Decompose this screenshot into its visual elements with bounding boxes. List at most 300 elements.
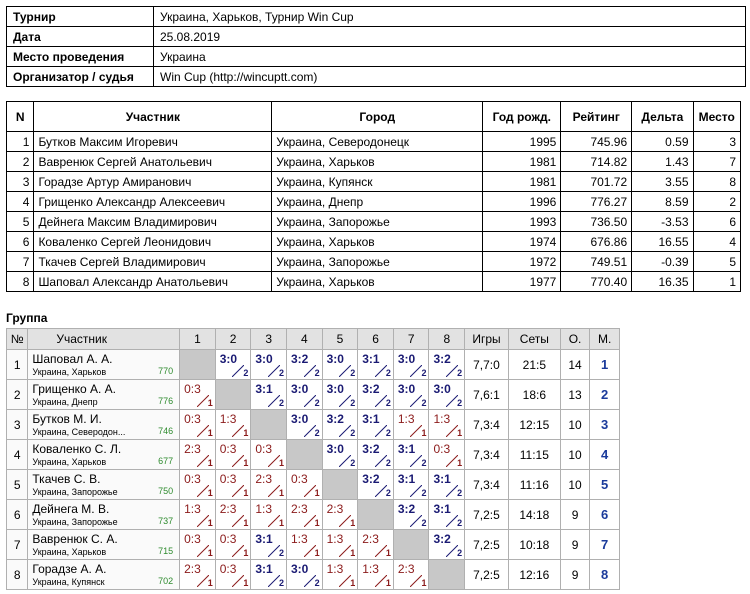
- match-score: 2:3: [184, 442, 201, 456]
- final-place: 3: [590, 410, 620, 440]
- match-score: 3:1: [255, 562, 273, 576]
- group-header: 6: [358, 329, 394, 350]
- player-row: [7, 152, 741, 172]
- match-cell: [286, 500, 322, 530]
- match-cell: [429, 500, 465, 530]
- match-score: 0:3: [219, 562, 237, 576]
- match-score: 2:3: [326, 502, 344, 516]
- player-cell: 3: [7, 172, 34, 192]
- games-total: 7,7:0: [465, 350, 509, 380]
- match-score: 0:3: [219, 532, 237, 546]
- player-rating: 746: [158, 426, 174, 436]
- player-cell: 776.27: [561, 192, 632, 212]
- player-city: Украина, Запорожье: [32, 517, 118, 527]
- match-points: 2: [385, 428, 391, 438]
- match-cell: [180, 560, 216, 590]
- match-cell: [286, 380, 322, 410]
- group-header: 4: [286, 329, 322, 350]
- info-value: Украина, Харьков, Турнир Win Cup: [154, 7, 746, 27]
- match-points: 2: [278, 398, 284, 408]
- match-score: 0:3: [184, 412, 201, 426]
- sets-total: 10:18: [508, 530, 560, 560]
- player-cell: 16.35: [632, 272, 693, 292]
- match-points: 1: [314, 518, 320, 528]
- player-cell: Украина, Северодонецк: [272, 132, 483, 152]
- match-cell: [180, 530, 216, 560]
- group-row: [7, 410, 620, 440]
- match-points: 1: [457, 458, 463, 468]
- match-score: 3:0: [326, 442, 344, 456]
- player-cell: Украина, Купянск: [272, 172, 483, 192]
- match-points: 1: [421, 428, 427, 438]
- group-header: 3: [251, 329, 287, 350]
- player-cell: 2: [7, 152, 34, 172]
- player-city: Украина, Харьков: [32, 457, 107, 467]
- group-row-number: 1: [7, 350, 28, 380]
- info-key: Место проведения: [7, 47, 154, 67]
- match-cell: [322, 440, 358, 470]
- match-cell: [429, 380, 465, 410]
- match-points: 2: [421, 488, 427, 498]
- match-cell: [358, 560, 394, 590]
- match-score: 3:1: [433, 502, 451, 516]
- match-score: 3:0: [290, 412, 309, 426]
- player-cell: -3.53: [632, 212, 693, 232]
- group-row-number: 2: [7, 380, 28, 410]
- match-score: 1:3: [362, 562, 379, 576]
- info-value: Украина: [154, 47, 746, 67]
- games-total: 7,6:1: [465, 380, 509, 410]
- match-score: 0:3: [184, 382, 201, 396]
- match-cell: [393, 440, 429, 470]
- match-points: 2: [385, 398, 391, 408]
- player-cell: 16.55: [632, 232, 693, 252]
- group-player: [28, 440, 180, 470]
- match-cell: [286, 470, 322, 500]
- points-total: 13: [560, 380, 590, 410]
- match-cell: [251, 530, 287, 560]
- final-place: 8: [590, 560, 620, 590]
- sets-total: 18:6: [508, 380, 560, 410]
- match-score: 3:0: [326, 352, 344, 366]
- match-points: 2: [457, 548, 463, 558]
- player-cell: 8: [7, 272, 34, 292]
- player-short-name: Горадзе А. А.: [32, 562, 107, 576]
- match-points: 1: [350, 548, 356, 558]
- player-city: Украина, Купянск: [32, 577, 105, 587]
- match-score: 3:2: [290, 352, 309, 366]
- diagonal-cell: [322, 470, 358, 500]
- match-score: 0:3: [255, 442, 273, 456]
- player-cell: Вавренюк Сергей Анатольевич: [34, 152, 272, 172]
- match-points: 1: [385, 548, 391, 558]
- match-score: 3:2: [326, 412, 344, 426]
- group-header: 2: [215, 329, 251, 350]
- match-score: 1:3: [326, 562, 344, 576]
- match-points: 1: [207, 578, 213, 588]
- points-total: 9: [560, 500, 590, 530]
- diagonal-cell: [286, 440, 322, 470]
- games-total: 7,2:5: [465, 500, 509, 530]
- player-cell: 1.43: [632, 152, 693, 172]
- player-cell: 6: [7, 232, 34, 252]
- match-cell: [286, 530, 322, 560]
- sets-total: 12:16: [508, 560, 560, 590]
- match-cell: [251, 350, 287, 380]
- final-place: 1: [590, 350, 620, 380]
- match-points: 2: [421, 398, 427, 408]
- match-points: 2: [314, 428, 320, 438]
- match-points: 2: [314, 578, 320, 588]
- players-table: [6, 101, 741, 292]
- match-score: 3:0: [290, 382, 309, 396]
- match-points: 1: [243, 548, 249, 558]
- player-cell: 676.86: [561, 232, 632, 252]
- match-score: 2:3: [255, 472, 273, 486]
- player-cell: 8: [693, 172, 741, 192]
- match-points: 1: [207, 488, 213, 498]
- player-cell: -0.39: [632, 252, 693, 272]
- match-points: 2: [350, 458, 356, 468]
- group-row-number: 5: [7, 470, 28, 500]
- match-cell: [180, 500, 216, 530]
- match-points: 1: [207, 398, 213, 408]
- match-score: 1:3: [290, 532, 308, 546]
- match-points: 2: [421, 518, 427, 528]
- sets-total: 12:15: [508, 410, 560, 440]
- match-cell: [322, 560, 358, 590]
- match-points: 1: [207, 458, 213, 468]
- match-points: 2: [350, 428, 356, 438]
- group-row-number: 3: [7, 410, 28, 440]
- player-short-name: Грищенко А. А.: [32, 382, 117, 396]
- match-points: 2: [385, 368, 391, 378]
- player-rating: 750: [158, 486, 174, 496]
- player-rating: 770: [158, 366, 174, 376]
- match-cell: [215, 500, 251, 530]
- player-cell: Коваленко Сергей Леонидович: [34, 232, 272, 252]
- sets-total: 11:15: [508, 440, 560, 470]
- player-cell: 1974: [483, 232, 561, 252]
- group-player: [28, 380, 180, 410]
- info-key: Турнир: [7, 7, 154, 27]
- players-header: Город: [272, 102, 483, 132]
- player-cell: Украина, Днепр: [272, 192, 483, 212]
- match-score: 3:2: [362, 472, 380, 486]
- player-cell: 745.96: [561, 132, 632, 152]
- group-player: [28, 560, 180, 590]
- player-cell: 3.55: [632, 172, 693, 192]
- points-total: 10: [560, 470, 590, 500]
- match-score: 3:1: [397, 442, 416, 456]
- player-cell: 4: [7, 192, 34, 212]
- match-cell: [322, 530, 358, 560]
- match-points: 1: [350, 518, 356, 528]
- match-points: 1: [278, 458, 284, 468]
- player-cell: 1: [7, 132, 34, 152]
- match-score: 3:0: [255, 352, 273, 366]
- match-cell: [429, 410, 465, 440]
- group-row: [7, 380, 620, 410]
- player-cell: 5: [7, 212, 34, 232]
- player-city: Украина, Северодон...: [32, 427, 126, 437]
- group-header: 1: [180, 329, 216, 350]
- match-cell: [358, 380, 394, 410]
- player-cell: 1981: [483, 152, 561, 172]
- info-value: 25.08.2019: [154, 27, 746, 47]
- match-score: 0:3: [184, 472, 201, 486]
- match-score: 3:1: [255, 382, 273, 396]
- diagonal-cell: [429, 560, 465, 590]
- match-cell: [393, 560, 429, 590]
- match-cell: [215, 560, 251, 590]
- group-row-number: 8: [7, 560, 28, 590]
- info-row: [7, 47, 746, 67]
- match-points: 2: [457, 488, 463, 498]
- match-score: 3:0: [326, 382, 344, 396]
- player-cell: 7: [693, 152, 741, 172]
- player-cell: Шаповал Александр Анатольевич: [34, 272, 272, 292]
- group-player: [28, 470, 180, 500]
- match-cell: [393, 410, 429, 440]
- match-cell: [180, 440, 216, 470]
- player-cell: Украина, Харьков: [272, 152, 483, 172]
- match-score: 3:0: [397, 352, 416, 366]
- player-cell: 1981: [483, 172, 561, 192]
- player-row: [7, 212, 741, 232]
- match-cell: [251, 500, 287, 530]
- players-header: N: [7, 102, 34, 132]
- match-cell: [215, 440, 251, 470]
- match-cell: [286, 410, 322, 440]
- match-points: 2: [457, 518, 463, 528]
- match-points: 1: [278, 488, 284, 498]
- match-cell: [358, 470, 394, 500]
- group-row-number: 6: [7, 500, 28, 530]
- player-row: [7, 252, 741, 272]
- match-cell: [215, 470, 251, 500]
- match-points: 1: [243, 578, 249, 588]
- group-header: Участник: [28, 329, 180, 350]
- player-row: [7, 132, 741, 152]
- match-cell: [180, 380, 216, 410]
- match-score: 0:3: [219, 442, 237, 456]
- match-score: 1:3: [326, 532, 344, 546]
- games-total: 7,3:4: [465, 440, 509, 470]
- player-row: [7, 272, 741, 292]
- player-cell: Украина, Харьков: [272, 272, 483, 292]
- player-cell: Бутков Максим Игоревич: [34, 132, 272, 152]
- info-key: Дата: [7, 27, 154, 47]
- player-cell: 1995: [483, 132, 561, 152]
- player-city: Украина, Запорожье: [32, 487, 118, 497]
- match-score: 2:3: [397, 562, 415, 576]
- games-total: 7,2:5: [465, 530, 509, 560]
- match-points: 2: [243, 368, 249, 378]
- group-row: [7, 530, 620, 560]
- match-points: 1: [207, 548, 213, 558]
- player-rating: 677: [158, 456, 174, 466]
- final-place: 5: [590, 470, 620, 500]
- players-header: Дельта: [632, 102, 693, 132]
- group-header: Игры: [465, 329, 509, 350]
- match-points: 2: [421, 458, 427, 468]
- match-score: 3:0: [219, 352, 238, 366]
- player-cell: 1993: [483, 212, 561, 232]
- match-cell: [322, 410, 358, 440]
- match-points: 2: [385, 488, 391, 498]
- match-points: 1: [314, 488, 320, 498]
- match-cell: [429, 440, 465, 470]
- player-city: Украина, Днепр: [32, 397, 98, 407]
- match-cell: [286, 350, 322, 380]
- player-city: Украина, Харьков: [32, 367, 107, 377]
- match-cell: [322, 380, 358, 410]
- match-score: 0:3: [433, 442, 451, 456]
- match-score: 3:0: [397, 382, 416, 396]
- games-total: 7,3:4: [465, 470, 509, 500]
- match-points: 2: [385, 458, 391, 468]
- group-header: Сеты: [508, 329, 560, 350]
- player-cell: 1977: [483, 272, 561, 292]
- match-score: 0:3: [184, 532, 201, 546]
- group-row: [7, 560, 620, 590]
- player-rating: 702: [158, 576, 174, 586]
- match-cell: [215, 410, 251, 440]
- info-row: [7, 27, 746, 47]
- player-city: Украина, Харьков: [32, 547, 107, 557]
- group-header: 7: [393, 329, 429, 350]
- match-points: 2: [278, 548, 284, 558]
- match-cell: [358, 530, 394, 560]
- match-points: 1: [314, 548, 320, 558]
- match-score: 3:2: [397, 502, 416, 516]
- match-points: 1: [243, 428, 249, 438]
- player-cell: 1972: [483, 252, 561, 272]
- group-row: [7, 440, 620, 470]
- player-cell: 714.82: [561, 152, 632, 172]
- player-cell: Горадзе Артур Амиранович: [34, 172, 272, 192]
- match-score: 3:1: [255, 532, 273, 546]
- match-cell: [393, 350, 429, 380]
- match-cell: [322, 350, 358, 380]
- match-score: 3:1: [362, 412, 380, 426]
- info-row: [7, 7, 746, 27]
- player-rating: 737: [158, 516, 174, 526]
- diagonal-cell: [393, 530, 429, 560]
- sets-total: 11:16: [508, 470, 560, 500]
- match-score: 1:3: [433, 412, 451, 426]
- group-row-number: 4: [7, 440, 28, 470]
- group-row-number: 7: [7, 530, 28, 560]
- match-score: 3:2: [362, 382, 380, 396]
- match-score: 3:0: [433, 382, 451, 396]
- points-total: 9: [560, 530, 590, 560]
- sets-total: 21:5: [508, 350, 560, 380]
- diagonal-cell: [358, 500, 394, 530]
- player-cell: 8.59: [632, 192, 693, 212]
- match-score: 3:2: [433, 532, 451, 546]
- match-cell: [429, 530, 465, 560]
- match-score: 1:3: [219, 412, 237, 426]
- player-cell: 3: [693, 132, 741, 152]
- player-cell: 5: [693, 252, 741, 272]
- player-cell: 2: [693, 192, 741, 212]
- player-rating: 776: [158, 396, 174, 406]
- match-cell: [393, 500, 429, 530]
- group-row: [7, 470, 620, 500]
- match-score: 3:1: [362, 352, 380, 366]
- player-short-name: Вавренюк С. А.: [32, 532, 118, 546]
- match-score: 2:3: [219, 502, 237, 516]
- match-score: 3:1: [433, 472, 451, 486]
- group-header: М.: [590, 329, 620, 350]
- points-total: 14: [560, 350, 590, 380]
- match-points: 1: [421, 578, 427, 588]
- points-total: 10: [560, 440, 590, 470]
- final-place: 7: [590, 530, 620, 560]
- match-points: 2: [350, 368, 356, 378]
- match-points: 2: [314, 368, 320, 378]
- player-cell: Украина, Харьков: [272, 232, 483, 252]
- match-cell: [322, 500, 358, 530]
- player-row: [7, 192, 741, 212]
- match-score: 3:2: [433, 352, 451, 366]
- match-cell: [429, 470, 465, 500]
- group-title: Группа: [6, 311, 48, 325]
- match-cell: [358, 350, 394, 380]
- player-cell: Дейнега Максим Владимирович: [34, 212, 272, 232]
- match-score: 1:3: [397, 412, 415, 426]
- match-score: 2:3: [184, 562, 201, 576]
- group-row: [7, 350, 620, 380]
- players-header: Год рожд.: [483, 102, 561, 132]
- player-cell: Ткачев Сергей Владимирович: [34, 252, 272, 272]
- player-cell: 1: [693, 272, 741, 292]
- match-cell: [393, 380, 429, 410]
- player-short-name: Коваленко С. Л.: [32, 442, 122, 456]
- match-score: 3:2: [362, 442, 380, 456]
- player-row: [7, 172, 741, 192]
- points-total: 9: [560, 560, 590, 590]
- match-points: 1: [243, 488, 249, 498]
- info-row: [7, 67, 746, 87]
- match-score: 3:0: [290, 562, 309, 576]
- players-header: Место: [693, 102, 741, 132]
- player-cell: 736.50: [561, 212, 632, 232]
- player-cell: Украина, Запорожье: [272, 252, 483, 272]
- match-points: 1: [457, 428, 463, 438]
- match-cell: [180, 410, 216, 440]
- match-score: 0:3: [290, 472, 308, 486]
- match-points: 1: [207, 428, 213, 438]
- match-points: 1: [385, 578, 391, 588]
- group-player: [28, 350, 180, 380]
- match-points: 2: [278, 578, 284, 588]
- final-place: 4: [590, 440, 620, 470]
- player-cell: Грищенко Александр Алексеевич: [34, 192, 272, 212]
- diagonal-cell: [251, 410, 287, 440]
- player-short-name: Шаповал А. А.: [32, 352, 113, 366]
- player-cell: 749.51: [561, 252, 632, 272]
- players-header: Участник: [34, 102, 272, 132]
- info-key: Организатор / судья: [7, 67, 154, 87]
- match-cell: [358, 440, 394, 470]
- match-points: 1: [207, 518, 213, 528]
- match-cell: [215, 530, 251, 560]
- points-total: 10: [560, 410, 590, 440]
- match-score: 2:3: [362, 532, 379, 546]
